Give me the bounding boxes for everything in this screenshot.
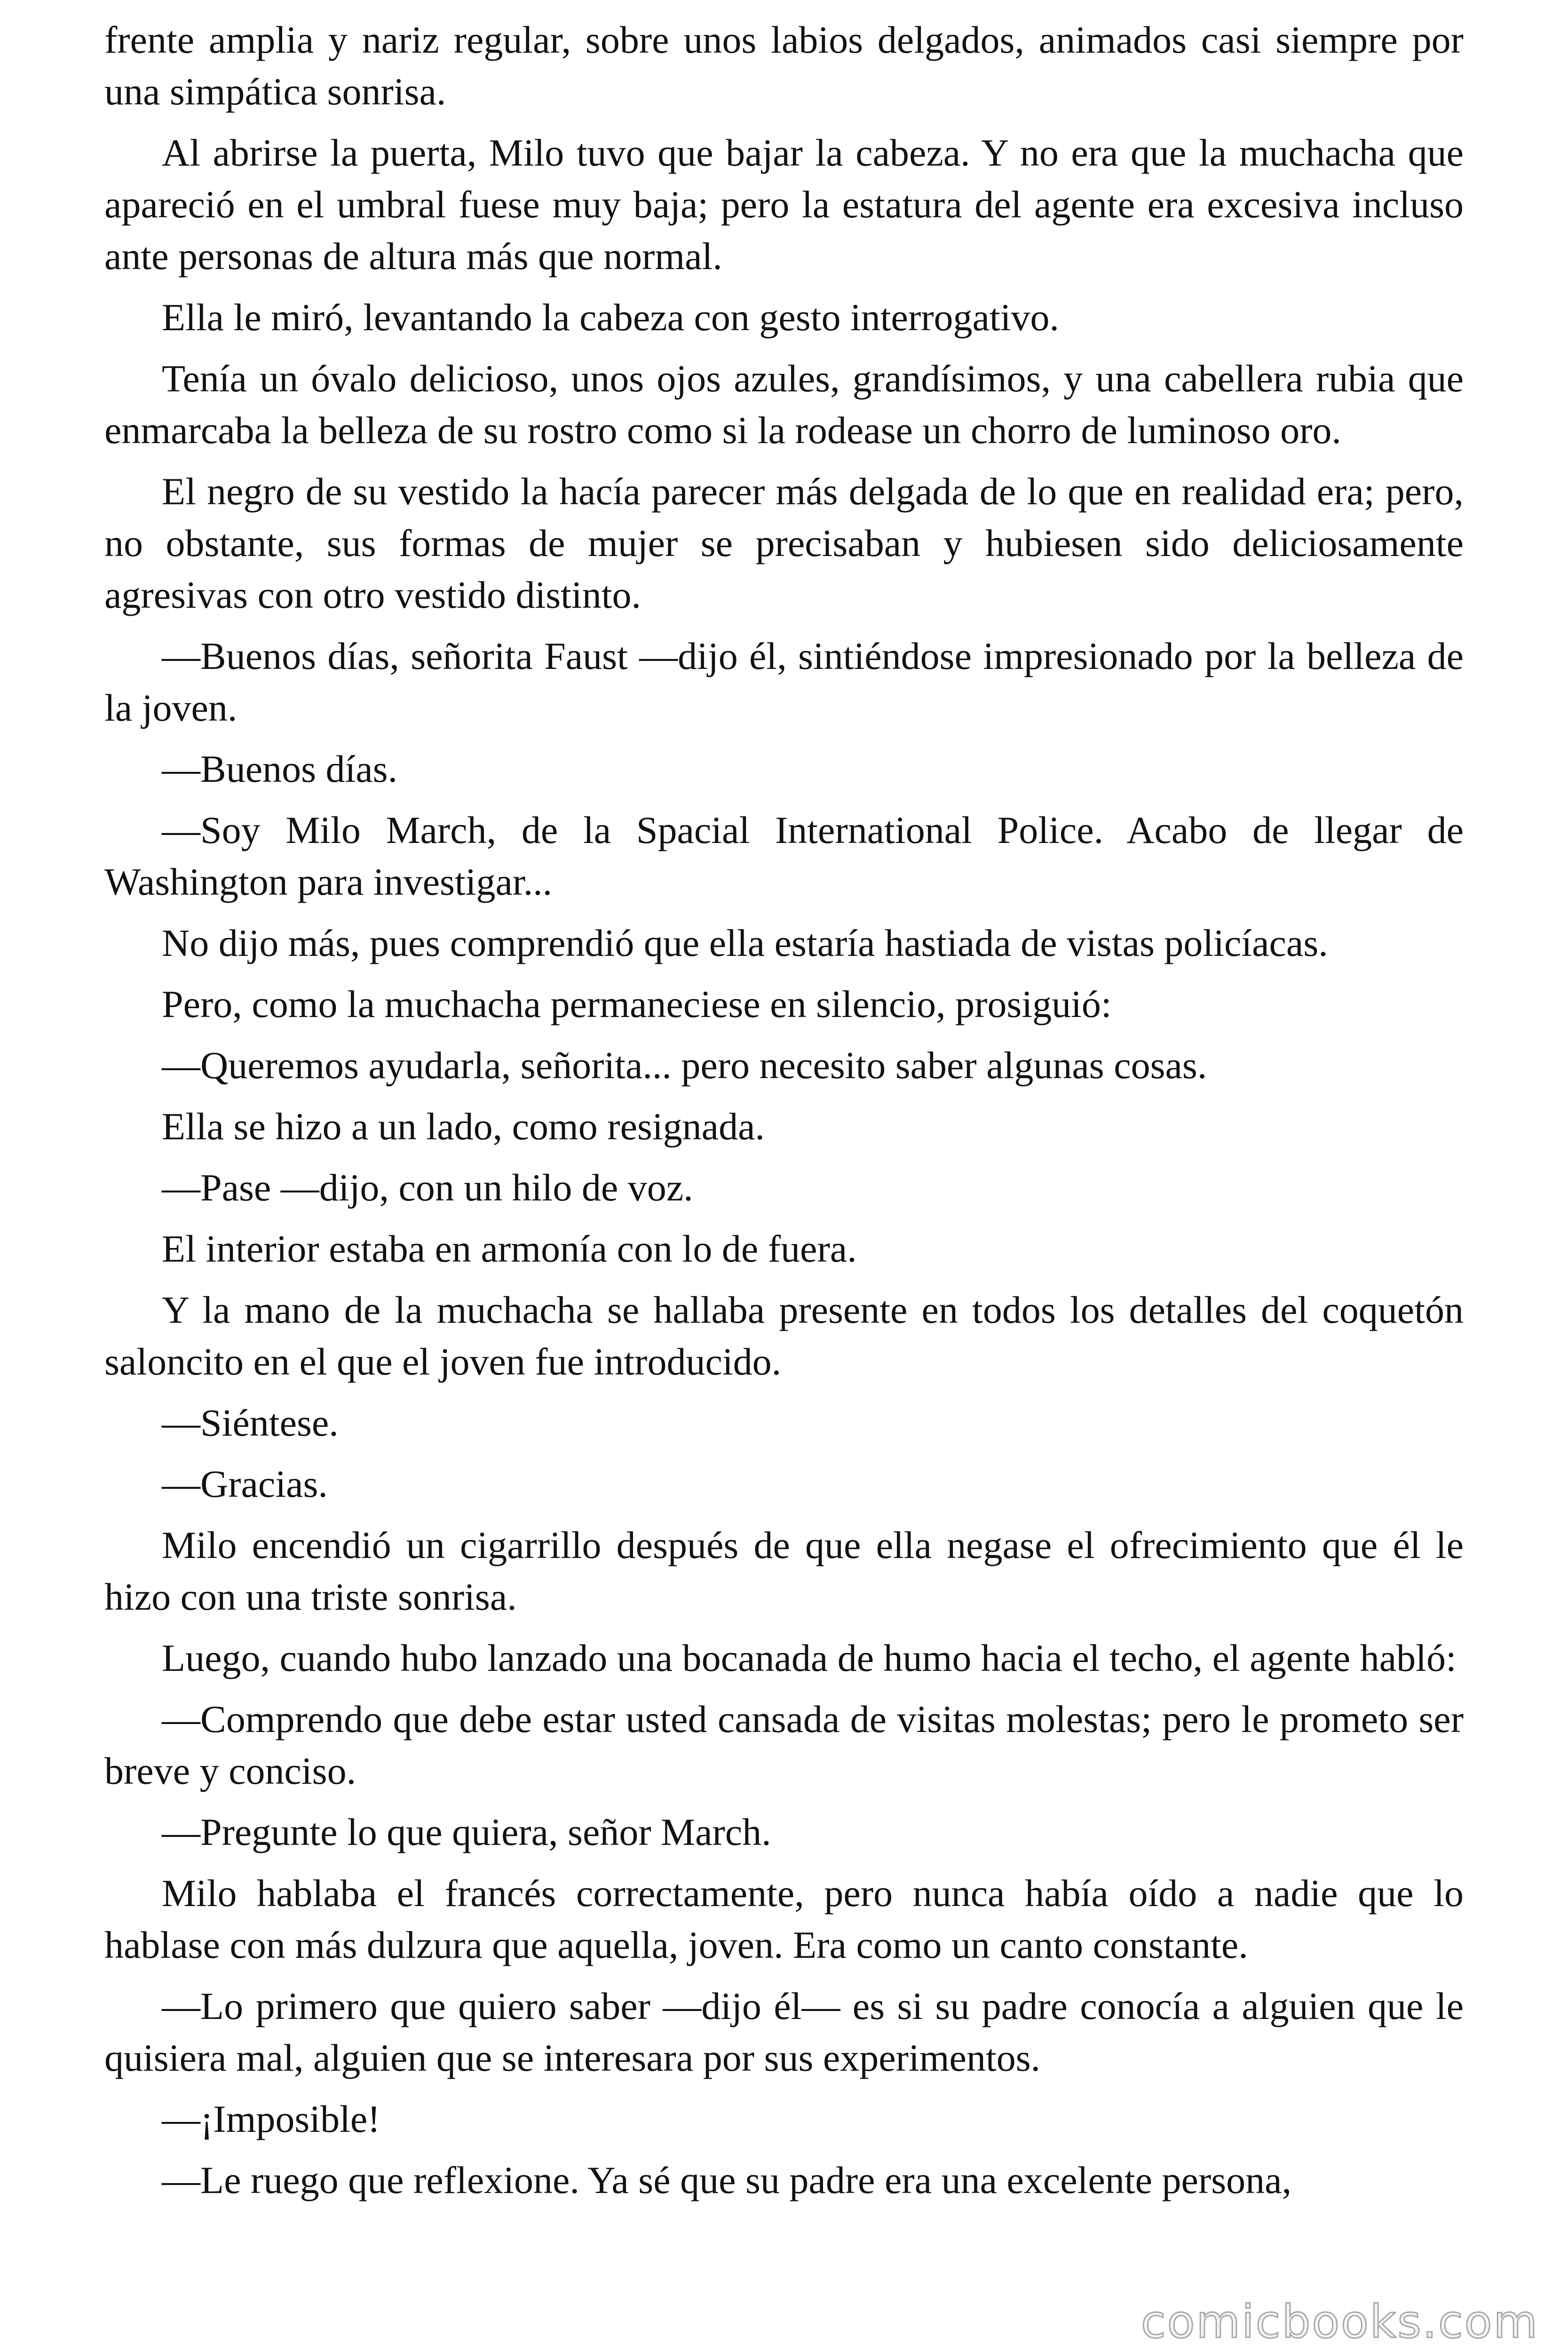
paragraph: Milo hablaba el francés correctamente, pero nunca había oído a nadie que lo hablase con más dulzura que aquella, joven. Era como un canto constante. [104, 1872, 1464, 1966]
paragraph: —Pregunte lo que quiera, señor March. [162, 1811, 771, 1853]
watermark-logo: comicbooks.com [1140, 2296, 1539, 2348]
paragraph: —Le ruego que reflexione. Ya sé que su padre era una excelente persona, [162, 2159, 1292, 2201]
paragraph: —Pase —dijo, con un hilo de voz. [162, 1166, 693, 1209]
paragraph: frente amplia y nariz regular, sobre unos labios delgados, animados casi siempre por una simpática sonrisa. [104, 18, 1464, 113]
paragraph: Ella se hizo a un lado, como resignada. [162, 1105, 765, 1148]
paragraph: Luego, cuando hubo lanzado una bocanada de humo hacia el techo, el agente habló: [162, 1637, 1457, 1679]
book-page [104, 14, 1464, 2216]
paragraph: Ella le miró, levantando la cabeza con gesto interrogativo. [162, 296, 1060, 339]
paragraph: —Lo primero que quiero saber —dijo él— es si su padre conocía a alguien que le quisiera mal, alguien que se interesara por sus experimentos. [104, 1985, 1464, 2079]
paragraph: —¡Imposible! [162, 2098, 380, 2140]
paragraph: Al abrirse la puerta, Milo tuvo que bajar la cabeza. Y no era que la muchacha que apareció en el umbral fuese muy baja; pero la estatura del agente era excesiva incluso ante personas de altura más que normal. [104, 131, 1464, 278]
paragraph: —Queremos ayudarla, señorita... pero necesito saber algunas cosas. [162, 1044, 1207, 1087]
paragraph: —Buenos días, señorita Faust —dijo él, sintiéndose impresionado por la belleza de la joven. [104, 635, 1464, 729]
paragraph: El interior estaba en armonía con lo de fuera. [162, 1227, 857, 1270]
paragraph: Pero, como la muchacha permaneciese en silencio, prosiguió: [162, 983, 1112, 1025]
paragraph: Tenía un óvalo delicioso, unos ojos azules, grandísimos, y una cabellera rubia que enmarcaba la belleza de su rostro como si la rodease un chorro de luminoso oro. [104, 357, 1464, 452]
paragraph: Milo encendió un cigarrillo después de que ella negase el ofrecimiento que él le hizo con una triste sonrisa. [104, 1524, 1464, 1618]
paragraph: —Comprendo que debe estar usted cansada de visitas molestas; pero le prometo ser breve y conciso. [104, 1698, 1464, 1792]
paragraph: —Buenos días. [162, 747, 398, 790]
paragraph: —Soy Milo March, de la Spacial International Police. Acabo de llegar de Washington para investigar... [104, 809, 1464, 903]
paragraph: No dijo más, pues comprendió que ella estaría hastiada de vistas policíacas. [162, 922, 1328, 964]
paragraph: Y la mano de la muchacha se hallaba presente en todos los detalles del coquetón saloncito en el que el joven fue introducido. [104, 1288, 1464, 1383]
paragraph: —Siéntese. [162, 1401, 339, 1444]
paragraph: —Gracias. [162, 1462, 328, 1505]
paragraph: El negro de su vestido la hacía parecer más delgada de lo que en realidad era; pero, no obstante, sus formas de mujer se precisaban y hubiesen sido deliciosamente agresivas con otro vestido distinto. [104, 470, 1464, 616]
